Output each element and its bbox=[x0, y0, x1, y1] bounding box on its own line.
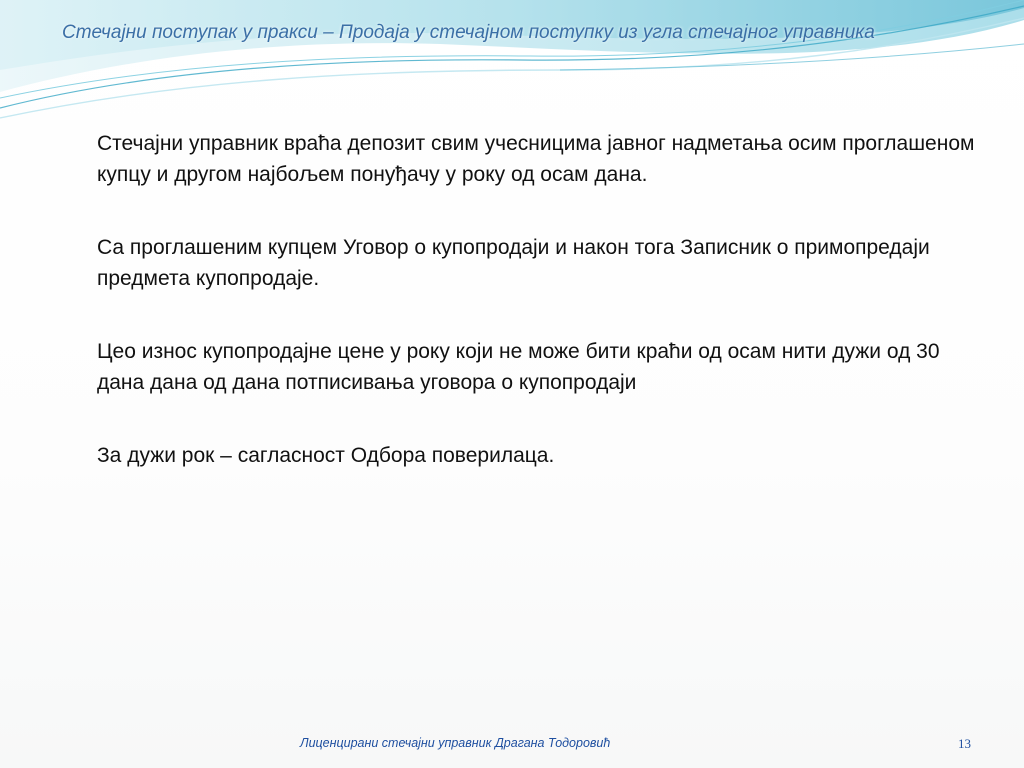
paragraph-payment-term: Цео износ купопродајне цене у року који не може бити краћи од осам нити дужи од 30 дана дана од дана потписивања уговора о купопродаји bbox=[97, 340, 940, 394]
paragraph-deposit-return: Стечајни управник враћа депозит свим учесницима јавног надметања осим проглашеном купцу и другом најбољем понуђачу у року од осам дана. bbox=[97, 132, 975, 186]
footer-author: Лиценцирани стечајни управник Драгана Тодоровић bbox=[300, 736, 611, 750]
slide-title: Стечајни поступак у пракси – Продаја у стечајном поступку из угла стечајног управника bbox=[62, 22, 875, 43]
slide-body bbox=[97, 128, 977, 513]
paragraph-contract: Са проглашеним купцем Уговор о купопродаји и након тога Записник о примопредаји предмета купопродаје. bbox=[97, 236, 930, 290]
page-number: 13 bbox=[958, 736, 971, 751]
paragraph-longer-term: За дужи рок – сагласност Одбора поверилаца. bbox=[97, 444, 555, 467]
header-wave-decoration bbox=[0, 0, 1024, 130]
